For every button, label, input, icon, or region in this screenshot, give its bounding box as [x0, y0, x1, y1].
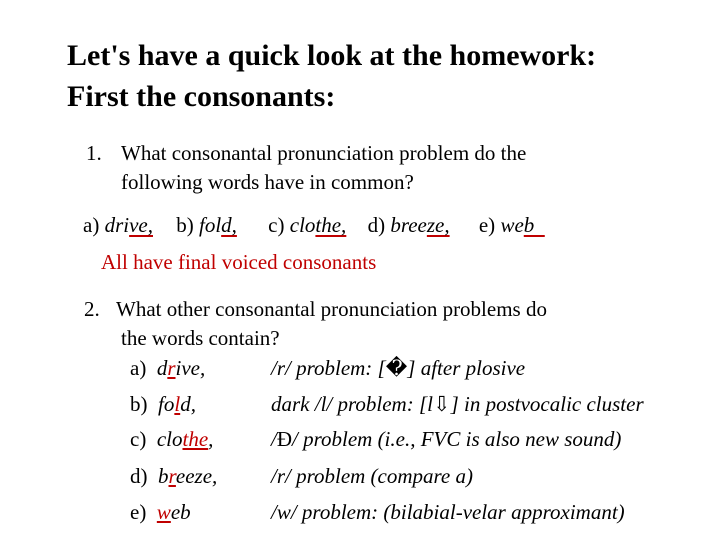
word-list — [83, 212, 545, 238]
word-e: e) web — [478, 213, 545, 237]
row-a-problem: /r/ problem: [�] after plosive — [271, 356, 526, 380]
question1-line1: What consonantal pronunciation problem do the — [121, 141, 527, 165]
row-b-word: b) fold, — [130, 392, 196, 416]
phonetic-symbol: Ð — [276, 427, 293, 451]
row-b-problem: dark /l/ problem: [l⇩] in postvocalic cluster — [271, 392, 644, 416]
question2-line1: What other consonantal pronunciation problems do — [116, 297, 547, 321]
down-arrow-icon: ⇩ — [432, 392, 451, 416]
question2-number: 2. — [84, 297, 100, 321]
row-c-problem: /Ð/ problem (i.e., FVC is also new sound) — [271, 427, 622, 451]
slide-title-line1: Let's have a quick look at the homework: — [67, 39, 597, 72]
question1-line2: following words have in common? — [121, 170, 414, 194]
row-a-word: a) drive, — [130, 356, 206, 380]
phonetic-symbol: � — [385, 356, 408, 380]
word-b: b) fold, — [176, 213, 237, 237]
question1-number: 1. — [86, 141, 102, 165]
row-d-word: d) breeze, — [130, 464, 218, 488]
slide-title-line2: First the consonants: — [67, 80, 336, 113]
row-e-word: e) web — [130, 500, 191, 524]
question2-line2: the words contain? — [121, 326, 280, 350]
word-a: a) drive, — [83, 213, 153, 237]
row-c-word: c) clothe, — [130, 427, 214, 451]
word-d: d) breeze, — [367, 213, 450, 237]
answer1-text: All have final voiced consonants — [101, 250, 377, 274]
row-d-problem: /r/ problem (compare a) — [271, 464, 473, 488]
row-e-problem: /w/ problem: (bilabial-velar approximant) — [271, 500, 625, 524]
word-c: c) clothe, — [268, 213, 347, 237]
